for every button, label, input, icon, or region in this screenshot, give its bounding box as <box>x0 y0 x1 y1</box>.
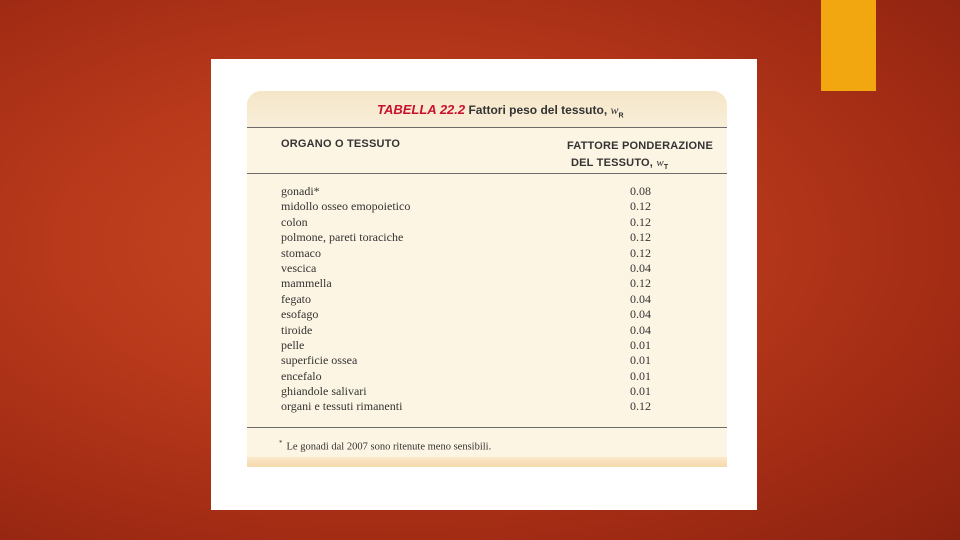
table-row <box>247 199 727 214</box>
organ-cell: tiroide <box>281 322 313 337</box>
factor-cell: 0.01 <box>630 337 651 352</box>
column-header-factor-line2-text: DEL TESSUTO, <box>571 157 654 169</box>
accent-tab <box>821 0 876 91</box>
factor-cell: 0.01 <box>630 353 651 368</box>
table-row <box>247 384 727 399</box>
table-row <box>247 399 727 414</box>
factor-cell: 0.01 <box>630 368 651 383</box>
organ-cell: gonadi* <box>281 184 320 198</box>
table-title-text: Fattori peso del tessuto, <box>468 103 608 117</box>
factor-cell: 0.12 <box>630 230 651 245</box>
factor-cell: 0.04 <box>630 322 651 337</box>
table-row <box>247 230 727 245</box>
table-title-symbol-sub: R <box>618 112 624 120</box>
table-header-row <box>247 128 727 174</box>
organ-cell: ghiandole salivari <box>281 384 367 399</box>
factor-cell: 0.12 <box>630 276 651 291</box>
organ-cell: fegato <box>281 291 311 306</box>
table-title <box>377 102 624 119</box>
footnote-mark: * <box>279 439 283 447</box>
organ-cell: pelle <box>281 337 305 352</box>
footnote-divider <box>247 427 727 428</box>
table-row <box>247 246 727 261</box>
column-header-factor-line1: FATTORE PONDERAZIONE <box>567 140 713 152</box>
factor-cell: 0.01 <box>630 384 651 399</box>
footnote-text: Le gonadi dal 2007 sono ritenute meno sensibili. <box>286 441 492 453</box>
factor-cell: 0.04 <box>630 291 651 306</box>
table-row <box>247 369 727 384</box>
factor-cell: 0.12 <box>630 245 651 260</box>
table-bottom-band <box>247 457 727 467</box>
table-row <box>247 215 727 230</box>
table-title-bar <box>247 91 727 128</box>
organ-cell: esofago <box>281 307 319 322</box>
table-footnote <box>279 439 491 453</box>
factor-cell: 0.04 <box>630 260 651 275</box>
table-number: TABELLA 22.2 <box>377 102 466 117</box>
organ-cell: organi e tessuti rimanenti <box>281 399 403 414</box>
organ-cell: superficie ossea <box>281 353 358 368</box>
column-header-factor-symbol: w <box>656 157 664 169</box>
table-row <box>247 184 727 199</box>
organ-cell: vescica <box>281 260 317 275</box>
organ-cell: encefalo <box>281 368 322 383</box>
table-row <box>247 323 727 338</box>
organ-cell: midollo osseo emopoietico <box>281 199 411 214</box>
slide-image-frame <box>211 59 757 510</box>
table-row <box>247 338 727 353</box>
table-body <box>247 184 727 415</box>
factor-cell: 0.12 <box>630 214 651 229</box>
organ-cell: stomaco <box>281 245 321 260</box>
table-row <box>247 307 727 322</box>
organ-cell: polmone, pareti toraciche <box>281 230 404 245</box>
column-header-factor-symbol-sub: T <box>663 164 669 172</box>
organ-cell: mammella <box>281 276 332 291</box>
table-row <box>247 261 727 276</box>
column-header-organ: ORGANO O TESSUTO <box>281 138 401 150</box>
factor-cell: 0.08 <box>630 184 651 198</box>
factor-cell: 0.12 <box>630 199 651 214</box>
table-row <box>247 276 727 291</box>
table-title-symbol: w <box>610 103 619 117</box>
factor-cell: 0.04 <box>630 307 651 322</box>
data-table <box>247 91 727 467</box>
column-header-factor-line2 <box>567 155 727 176</box>
table-row <box>247 353 727 368</box>
factor-cell: 0.12 <box>630 399 651 414</box>
organ-cell: colon <box>281 214 308 229</box>
table-row <box>247 292 727 307</box>
column-header-factor <box>567 138 727 176</box>
